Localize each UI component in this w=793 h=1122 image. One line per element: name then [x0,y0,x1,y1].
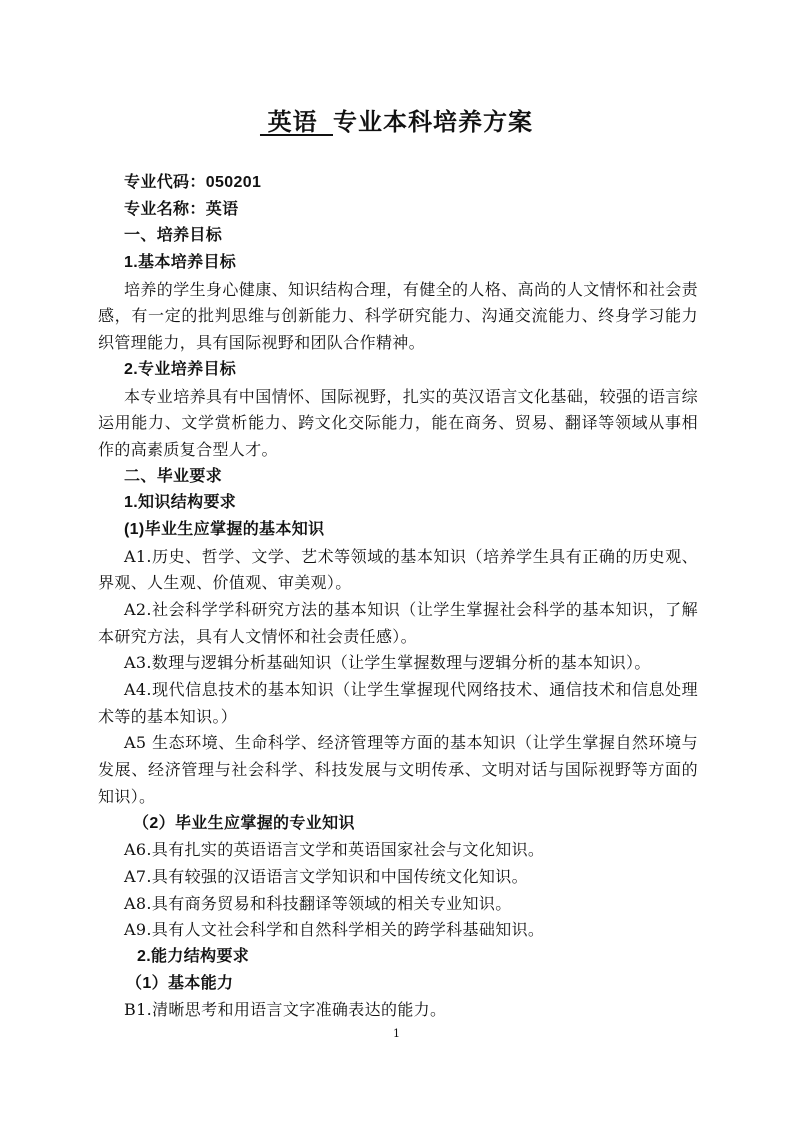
paragraph-line: 作的高素质复合型人才。 [98,439,278,459]
subsection-heading: 1.基本培养目标 [124,254,237,272]
section-heading: 二、毕业要求 [124,467,223,485]
list-item-line: A3.数理与逻辑分析基础知识（让学生掌握数理与逻辑分析的基本知识）。 [124,653,651,673]
subsection-heading: 1.知识结构要求 [124,494,237,512]
subsubsection-heading: （2）毕业生应掌握的专业知识 [133,814,355,832]
list-item-line: A2.社会科学学科研究方法的基本知识（让学生掌握社会科学的基本知识，了解 [124,600,698,619]
title-rest: 专业本科培养方案 [333,109,533,136]
major-name: 专业名称：英语 [124,200,239,218]
list-item-line: A7.具有较强的汉语语言文学知识和中国传统文化知识。 [124,866,528,886]
paragraph-line: 感，有一定的批判思维与创新能力、科学研究能力、沟通交流能力、终身学习能力 [98,306,698,326]
list-item-line: A9.具有人文社会科学和自然科学相关的跨学科基础知识。 [124,920,545,940]
list-item-line: A8.具有商务贸易和科技翻译等领域的相关专业知识。 [124,893,512,913]
major-code: 专业代码：050201 [124,174,262,191]
paragraph-line: 运用能力、文学赏析能力、跨文化交际能力，能在商务、贸易、翻译等领域从事相 [98,413,698,433]
paragraph-line: 织管理能力，具有国际视野和团队合作精神。 [98,333,426,353]
document-body [98,170,698,1024]
list-item-line: A5 生态环境、生命科学、经济管理等方面的基本知识（让学生掌握自然环境与 [124,733,698,753]
page-number: 1 [393,1027,400,1040]
list-item-line: 本研究方法，具有人文情怀和社会责任感）。 [98,626,418,646]
list-item-line: 术等的基本知识。） [98,706,238,726]
list-item-line: B1.清晰思考和用语言文字准确表达的能力。 [124,1000,447,1020]
subsubsection-heading: (1)毕业生应掌握的基本知识 [124,520,325,538]
list-item-line: A4.现代信息技术的基本知识（让学生掌握现代网络技术、通信技术和信息处理 [124,680,698,700]
document-title [0,102,793,137]
section-heading: 一、培养目标 [124,227,223,245]
list-item-line: 发展、经济管理与社会科学、科技发展与文明传承、文明对话与国际视野等方面的 [98,760,698,780]
subsubsection-heading: （1）基本能力 [126,974,234,992]
paragraph-line: 本专业培养具有中国情怀、国际视野，扎实的英汉语言文化基础，较强的语言综 [124,386,698,406]
subsection-heading: 2.能力结构要求 [137,947,250,965]
title-major: 英语 [259,109,333,136]
paragraph-line: 培养的学生身心健康、知识结构合理，有健全的人格、高尚的人文情怀和社会责 [124,279,698,299]
list-item-line: A6.具有扎实的英语语言文学和英语国家社会与文化知识。 [124,840,545,860]
list-item-line: 知识）。 [98,786,156,806]
subsection-heading: 2.专业培养目标 [124,360,237,378]
list-item-line: 界观、人生观、价值观、审美观）。 [98,573,352,593]
list-item-line: A1.历史、哲学、文学、艺术等领域的基本知识（培养学生具有正确的历史观、 [124,546,698,566]
